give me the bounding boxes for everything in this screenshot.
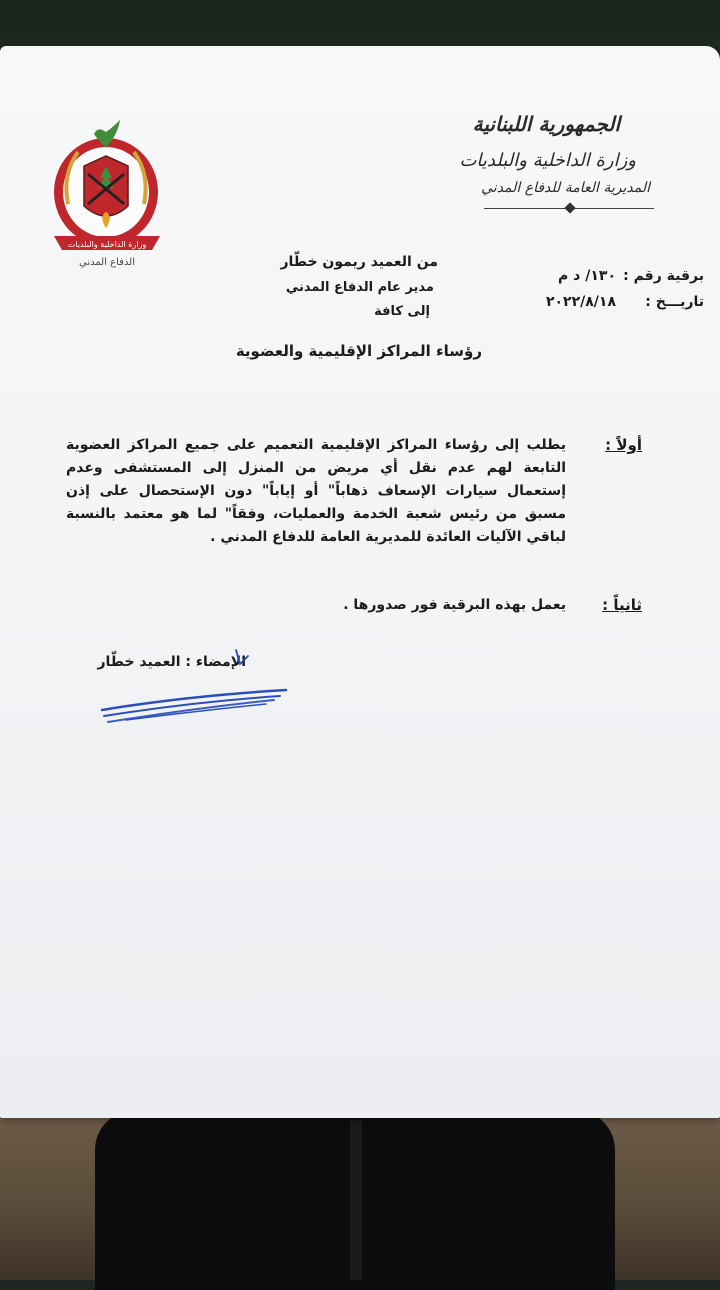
clause-first-text: يطلب إلى رؤساء المراكز الإقليمية التعميم على جميع المراكز العضوية التابعة لهم عدم نقل أي مريض من المنزل إلى المستشفى وعدم إستعمال سيارات الإسعاف ذهاباً" أو إياباً" دون الإستحصال على إذن مسبق من رئيس شعبة الخدمة والعمليات، وفقاً" لما هو معتمد بالنسبة لباقي الآليات العائدة للمديرية العامة للدفاع المدني . [66, 437, 566, 545]
letterhead-republic: الجمهورية اللبنانية [472, 112, 620, 136]
clause-second-text: يعمل بهذه البرقية فور صدورها . [343, 597, 566, 613]
sender-from: من العميد ريمون خطّار [280, 254, 438, 270]
sender-to: إلى كافة [374, 304, 430, 319]
recipients-heading: رؤساء المراكز الإقليمية والعضوية [235, 342, 482, 360]
emblem-caption: الدفاع المدني [78, 257, 136, 268]
emblem-ribbon-text: وزارة الداخلية والبلديات [67, 240, 147, 249]
telegram-date-label: تاريـــخ : [645, 294, 704, 310]
clause-second-label: ثانياً : [602, 596, 642, 614]
document-page [0, 46, 720, 1118]
letterhead-directorate: المديرية العامة للدفاع المدني [481, 180, 650, 196]
civil-defense-emblem [48, 114, 168, 304]
telegram-number-value: ١٣٠/ د م [558, 268, 616, 284]
telegram-date-value: ٢٠٢٢/٨/١٨ [545, 294, 616, 310]
signature-line: الإمضاء : العميد خطّار [97, 654, 246, 670]
sender-title: مدير عام الدفاع المدني [285, 280, 434, 295]
telegram-number-label: برقية رقم : [623, 268, 704, 284]
handwritten-signature [96, 676, 296, 736]
clause-first-label: أولاً : [605, 436, 642, 454]
legs-gap [350, 1120, 362, 1280]
signature-initial-mark [232, 646, 252, 670]
letterhead-ministry: وزارة الداخلية والبلديات [459, 150, 636, 171]
letterhead-diamond [564, 202, 575, 213]
